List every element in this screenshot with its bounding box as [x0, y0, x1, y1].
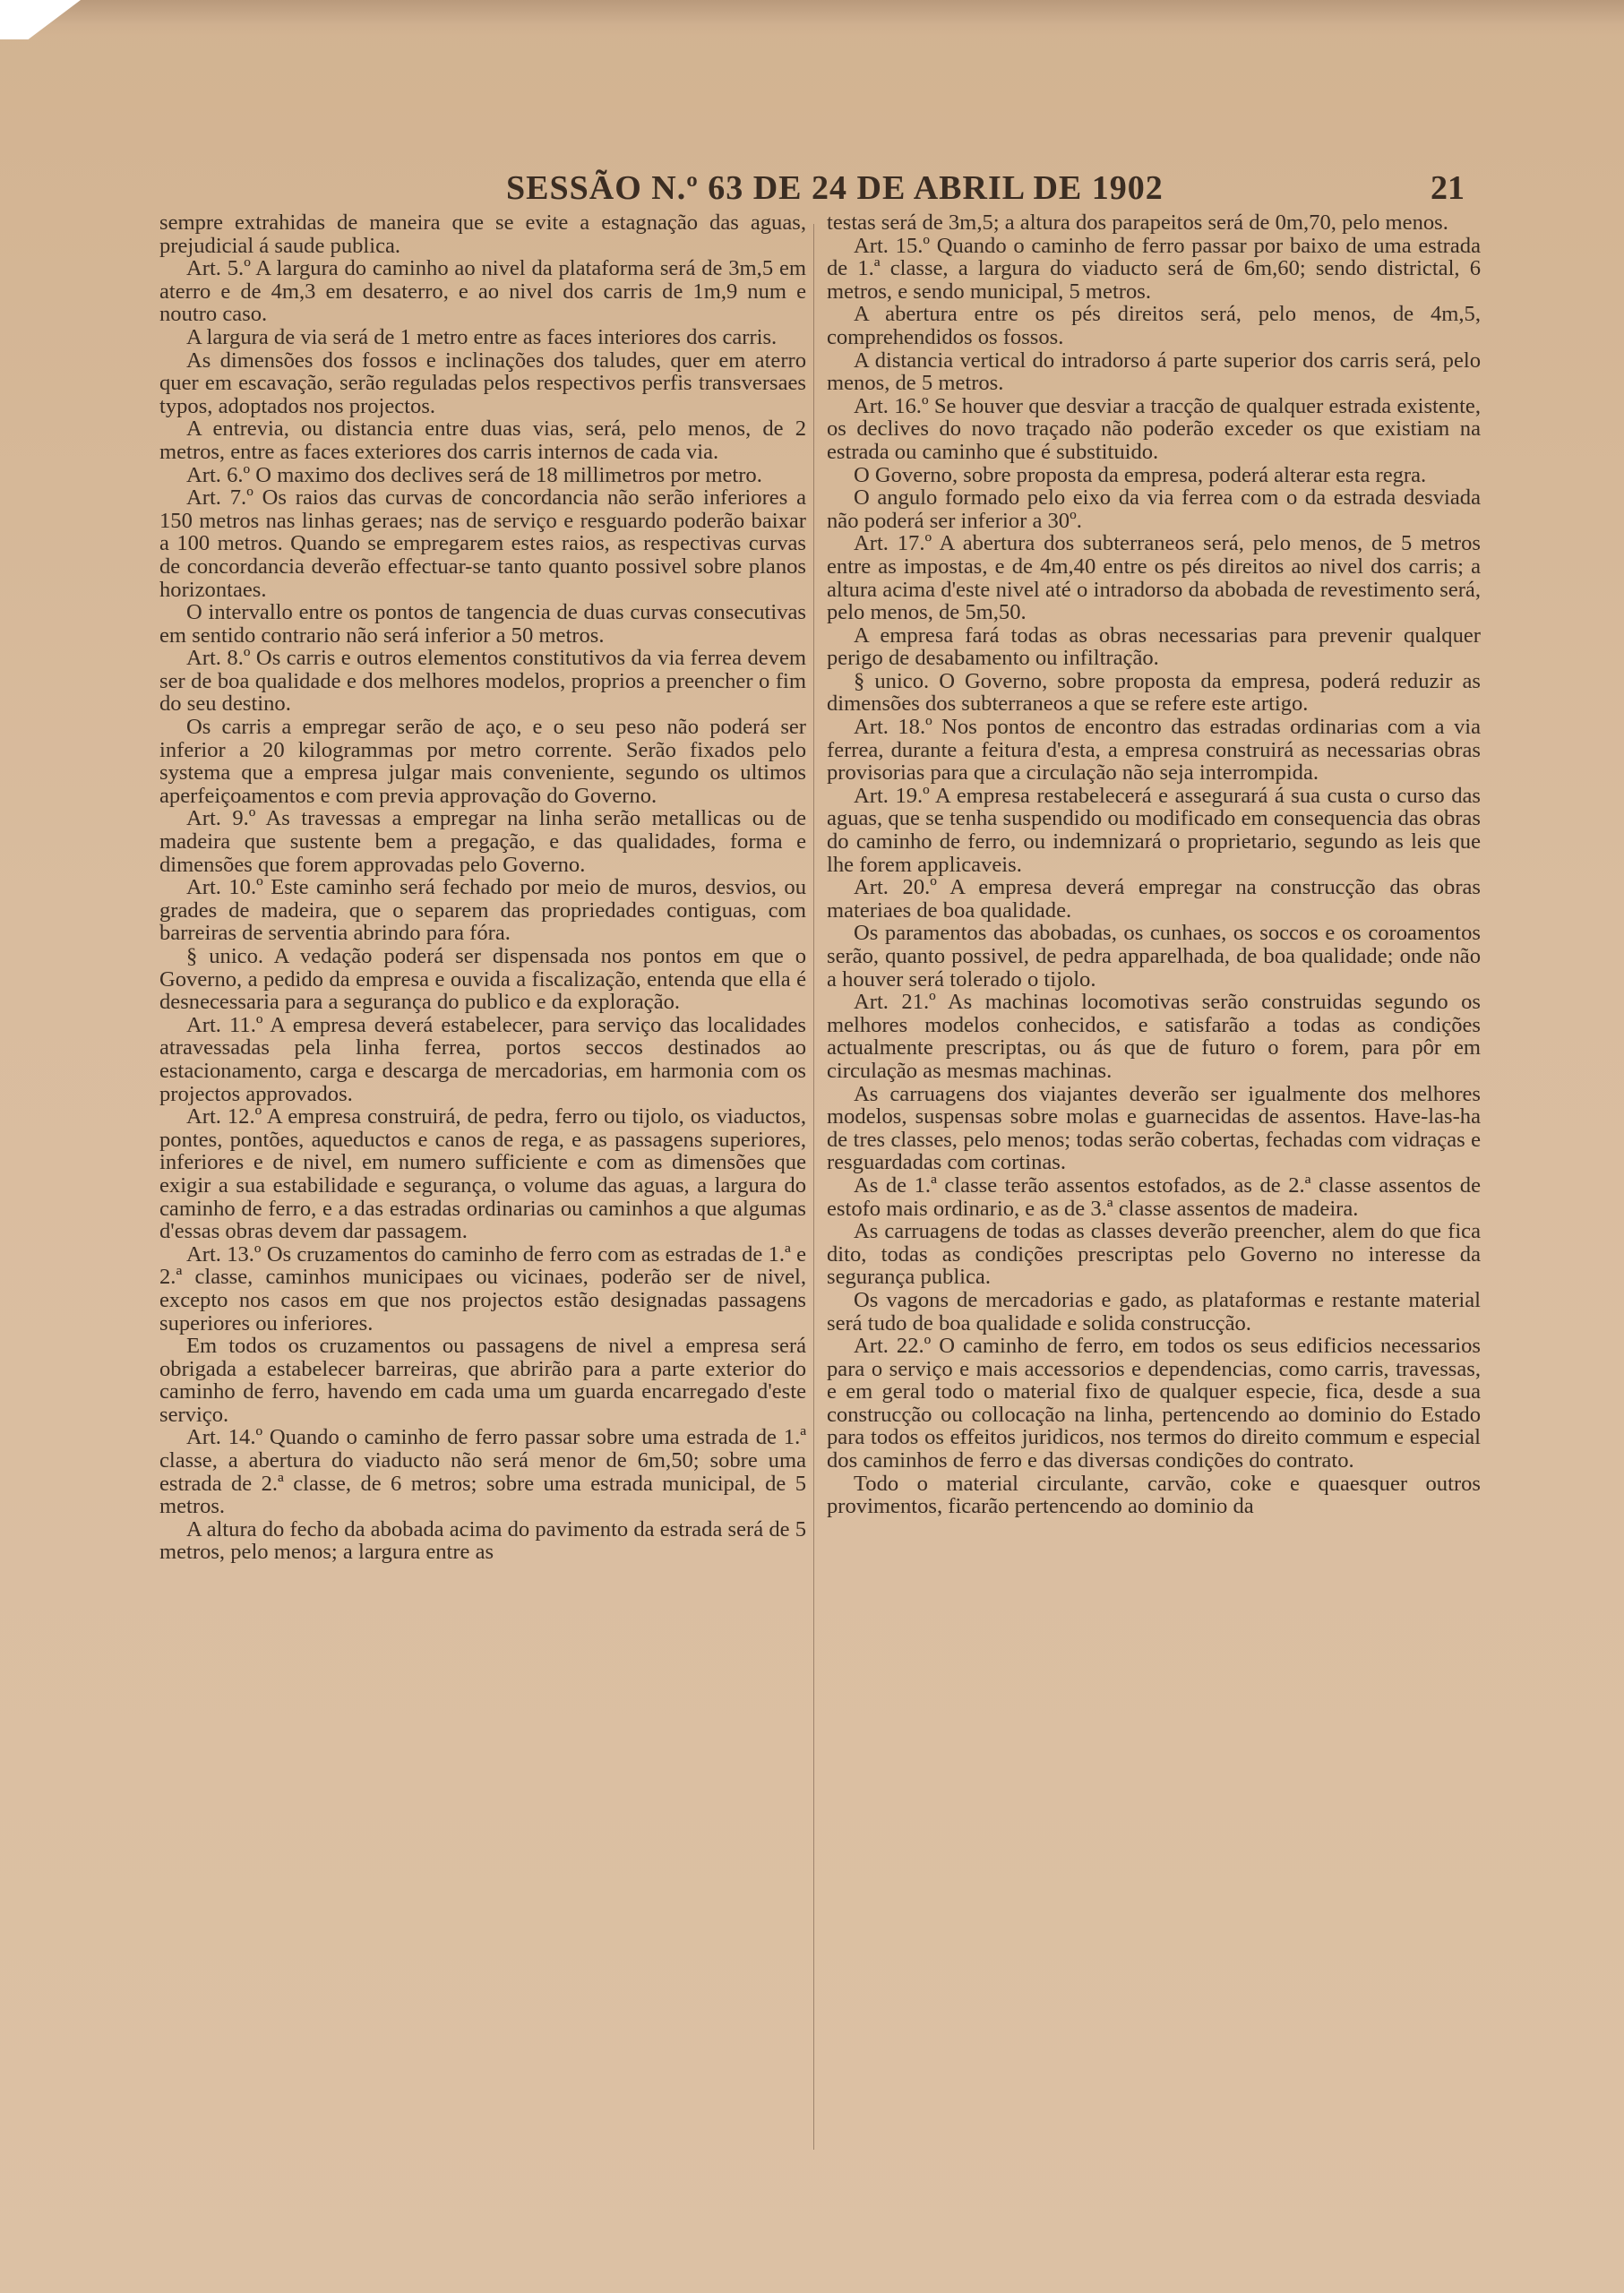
- paragraph: A distancia vertical do intradorso á parte superior dos carris será, pelo menos, de 5 metros.: [827, 348, 1481, 396]
- page-number: 21: [1431, 169, 1465, 207]
- paragraph: O angulo formado pelo eixo da via ferrea com o da estrada desviada não poderá ser inferior a 30º.: [827, 485, 1481, 533]
- paragraph: A largura de via será de 1 metro entre as faces interiores dos carris.: [186, 324, 778, 349]
- paragraph: § unico. O Governo, sobre proposta da empresa, poderá reduzir as dimensões dos subterraneos a que se refere este artigo.: [827, 668, 1481, 717]
- paragraph: Art. 18.º Nos pontos de encontro das estradas ordinarias com a via ferrea, durante a feitura d'esta, a empresa construirá as necessarias obras provisorias para que a circulação não seja interrompida.: [827, 715, 1481, 786]
- paragraph: As carruagens dos viajantes deverão ser igualmente dos melhores modelos, suspensas sobre molas e guarnecidas de assentos. Have-las-ha de tres classes, pelo menos; todas serão cobertas, fechadas com vidraças e resguardadas com cortinas.: [827, 1081, 1481, 1175]
- left-column: [159, 211, 806, 1564]
- page-header: [157, 168, 1465, 211]
- column-divider: [813, 224, 814, 2150]
- paragraph: Art. 12.º A empresa construirá, de pedra, ferro ou tijolo, os viaductos, pontes, pontões, aqueductos e canos de rega, e as passagens superiores, inferiores e de nivel, em numero sufficiente e com as dimensões que exigir a sua estabilidade e segurança, o volume das aguas, a largura do caminho de ferro, e a das estradas ordinarias ou caminhos a que algumas d'essas obras devem dar passagem.: [159, 1104, 806, 1244]
- paragraph: A empresa fará todas as obras necessarias para prevenir qualquer perigo de desabamento ou infiltração.: [827, 623, 1481, 671]
- paragraph: A abertura entre os pés direitos será, pelo menos, de 4m,5, comprehendidos os fossos.: [827, 302, 1481, 349]
- paragraph: Art. 9.º As travessas a empregar na linha serão metallicas ou de madeira que sustente bem a pregação, e das qualidades, forma e dimensões que forem approvadas pelo Governo.: [159, 806, 806, 877]
- paragraph: Art. 10.º Este caminho será fechado por meio de muros, desvios, ou grades de madeira, que o separem das propriedades contiguas, com barreiras de serventia abrindo para fóra.: [159, 875, 806, 946]
- paragraph: § unico. A vedação poderá ser dispensada nos pontos em que o Governo, a pedido da empresa e ouvida a fiscalização, entenda que ella é desnecessaria para a segurança do publico e da exploração.: [159, 944, 806, 1015]
- paragraph: Os vagons de mercadorias e gado, as plataformas e restante material será tudo de boa qualidade e solida construcção.: [827, 1287, 1481, 1335]
- paragraph: Art. 8.º Os carris e outros elementos constitutivos da via ferrea devem ser de boa qualidade e dos melhores modelos, proprios a preencher o fim do seu destino.: [159, 646, 806, 717]
- paragraph: sempre extrahidas de maneira que se evite a estagnação das aguas, prejudicial á saude publica.: [159, 210, 806, 258]
- paragraph: Todo o material circulante, carvão, coke e quaesquer outros provimentos, ficarão pertencendo ao dominio da: [827, 1471, 1481, 1519]
- paragraph: As carruagens de todas as classes deverão preencher, alem do que fica dito, todas as condições prescriptas pelo Governo no interesse da segurança publica.: [827, 1219, 1481, 1290]
- paragraph: O Governo, sobre proposta da empresa, poderá alterar esta regra.: [854, 462, 1427, 487]
- paragraph: Art. 15.º Quando o caminho de ferro passar por baixo de uma estrada de 1.ª classe, a largura do viaducto será de 6m,60; sendo districtal, 6 metros, e sendo municipal, 5 metros.: [827, 233, 1481, 304]
- paragraph: O intervallo entre os pontos de tangencia de duas curvas consecutivas em sentido contrario não será inferior a 50 metros.: [159, 600, 806, 648]
- paragraph: Os paramentos das abobadas, os cunhaes, os soccos e os coroamentos serão, quanto possivel, de pedra apparelhada, de boa qualidade; onde não a houver será tolerado o tijolo.: [827, 921, 1481, 992]
- paragraph: Art. 11.º A empresa deverá estabelecer, para serviço das localidades atravessadas pela linha ferrea, portos seccos destinados ao estacionamento, carga e descarga de mercadorias, em harmonia com os projectos approvados.: [159, 1012, 806, 1106]
- paper-fold-shadow: [0, 0, 1624, 36]
- paragraph: Art. 17.º A abertura dos subterraneos será, pelo menos, de 5 metros entre as impostas, e de 4m,40 entre os pés direitos ao nivel dos carris; a altura acima d'este nivel até o intradorso da abobada de revestimento será, pelo menos, de 5m,50.: [827, 531, 1481, 625]
- paragraph: Art. 21.º As machinas locomotivas serão construidas segundo os melhores modelos conhecidos, e satisfarão a todas as condições actualmente prescriptas, ou ás que de futuro o forem, para pôr em circulação as mesmas machinas.: [827, 990, 1481, 1083]
- paragraph: As dimensões dos fossos e inclinações dos taludes, quer em aterro quer em escavação, serão reguladas pelos respectivos perfis transversaes typos, adoptados nos projectos.: [159, 348, 806, 418]
- paragraph: Em todos os cruzamentos ou passagens de nivel a empresa será obrigada a estabelecer barreiras, que abrirão para a parte exterior do caminho de ferro, havendo em cada uma um guarda encarregado d'este serviço.: [159, 1334, 806, 1427]
- paragraph: Art. 22.º O caminho de ferro, em todos os seus edificios necessarios para o serviço e mais accessorios e dependencias, como carris, travessas, e em geral todo o material fixo de qualquer especie, fica, desde a sua construcção ou collocação na linha, pertencendo ao dominio do Estado para todos os effeitos juridicos, nos termos do direito commum e especial dos caminhos de ferro e das diversas condições do contrato.: [827, 1334, 1481, 1473]
- paragraph: Os carris a empregar serão de aço, e o seu peso não poderá ser inferior a 20 kilogrammas por metro corrente. Serão fixados pelo systema que a empresa julgar mais conveniente, segundo os ultimos aperfeiçoamentos e com previa approvação do Governo.: [159, 715, 806, 808]
- paragraph: Art. 5.º A largura do caminho ao nivel da plataforma será de 3m,5 em aterro e de 4m,3 em desaterro, e ao nivel dos carris de 1m,9 num e noutro caso.: [159, 256, 806, 327]
- paragraph: As de 1.ª classe terão assentos estofados, as de 2.ª classe assentos de estofo mais ordinario, e as de 3.ª classe assentos de madeira.: [827, 1172, 1481, 1221]
- right-column: [827, 211, 1481, 1518]
- paragraph: Art. 16.º Se houver que desviar a tracção de qualquer estrada existente, os declives do novo traçado não poderão exceder os que existiam na estrada ou caminho que é substituido.: [827, 393, 1481, 464]
- paragraph: Art. 7.º Os raios das curvas de concordancia não serão inferiores a 150 metros nas linhas geraes; nas de serviço e resguardo poderão baixar a 100 metros. Quando se empregarem estes raios, as respectivas curvas de concordancia deverão effectuar-se tanto quanto possivel sobre planos horizontaes.: [159, 485, 806, 602]
- paragraph: Art. 20.º A empresa deverá empregar na construcção das obras materiaes de boa qualidade.: [827, 875, 1481, 923]
- paragraph: testas será de 3m,5; a altura dos parapeitos será de 0m,70, pelo menos.: [827, 210, 1448, 235]
- paragraph: A entrevia, ou distancia entre duas vias, será, pelo menos, de 2 metros, entre as faces exteriores dos carris internos de cada via.: [159, 417, 806, 464]
- paragraph: Art. 13.º Os cruzamentos do caminho de ferro com as estradas de 1.ª e 2.ª classe, caminhos municipaes ou vicinaes, poderão ser de nivel, excepto nos casos em que nos projectos estão designadas passagens superiores ou inferiores.: [159, 1241, 806, 1335]
- paragraph: Art. 14.º Quando o caminho de ferro passar sobre uma estrada de 1.ª classe, a abertura do viaducto não será menor de 6m,50; sobre uma estrada de 2.ª classe, de 6 metros; sobre uma estrada municipal, de 5 metros.: [159, 1425, 806, 1519]
- paragraph: Art. 19.º A empresa restabelecerá e assegurará á sua custa o curso das aguas, que se tenha suspendido ou modificado em consequencia das obras do caminho de ferro, ou indemnizará o proprietario, segundo as leis que lhe forem applicaveis.: [827, 783, 1481, 877]
- paragraph: Art. 6.º O maximo dos declives será de 18 millimetros por metro.: [186, 462, 762, 487]
- session-title: SESSÃO N.º 63 DE 24 DE ABRIL DE 1902: [506, 169, 1164, 207]
- paragraph: A altura do fecho da abobada acima do pavimento da estrada será de 5 metros, pelo menos; a largura entre as: [159, 1516, 806, 1565]
